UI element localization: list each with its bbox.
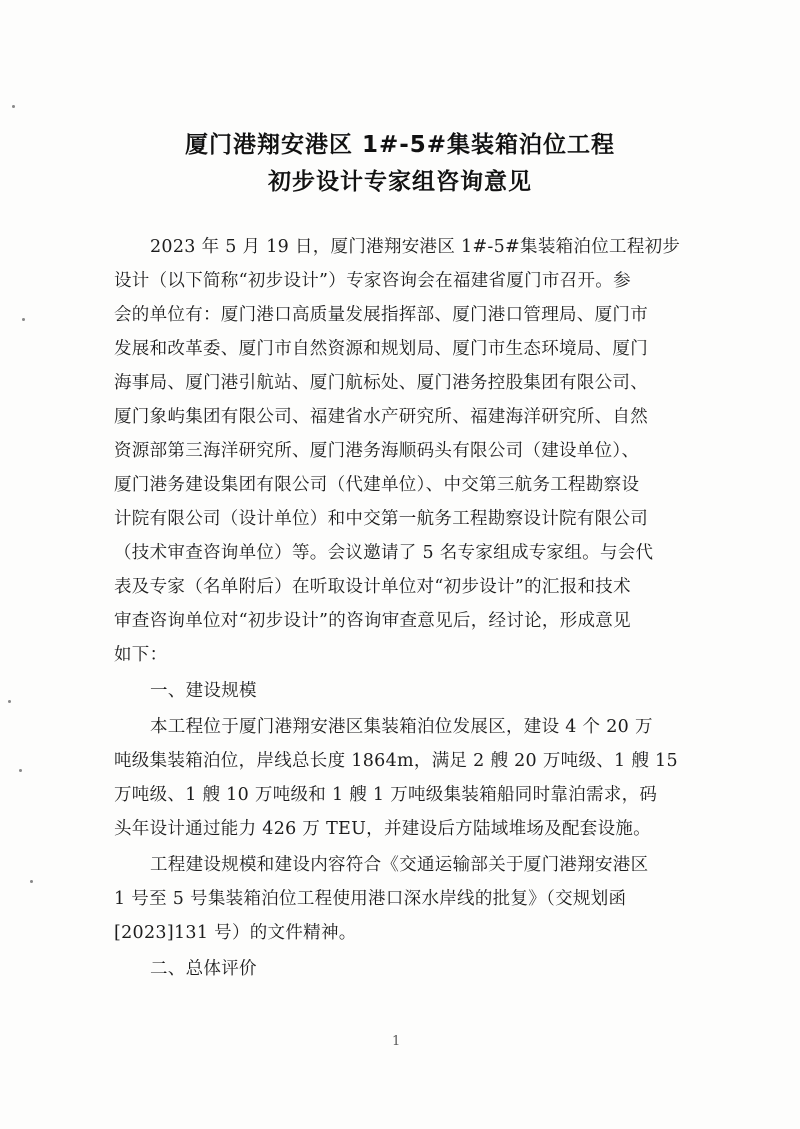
document-title-line1: 厦门港翔安港区 1#-5#集装箱泊位工程 bbox=[184, 132, 616, 158]
scan-speck bbox=[19, 769, 22, 772]
paragraph-line: 1 号至 5 号集装箱泊位工程使用港口深水岸线的批复》（交规划函 bbox=[114, 889, 627, 909]
paragraph-line: 工程建设规模和建设内容符合《交通运输部关于厦门港翔安港区 bbox=[150, 855, 649, 875]
paragraph-line: 吨级集装箱泊位，岸线总长度 1864m，满足 2 艘 20 万吨级、1 艘 15 bbox=[114, 751, 678, 771]
paragraph-line: 会的单位有：厦门港口高质量发展指挥部、厦门港口管理局、厦门市 bbox=[114, 305, 648, 325]
paragraph-line: 头年设计通过能力 426 万 TEU，并建设后方陆域堆场及配套设施。 bbox=[114, 819, 651, 839]
paragraph-line: 万吨级、1 艘 10 万吨级和 1 艘 1 万吨级集装箱船同时靠泊需求，码 bbox=[114, 785, 658, 805]
paragraph-line: 计院有限公司（设计单位）和中交第一航务工程勘察设计院有限公司 bbox=[114, 509, 648, 529]
paragraph-line: （技术审查咨询单位）等。会议邀请了 5 名专家组成专家组。与会代 bbox=[114, 543, 654, 563]
paragraph-line: 审查咨询单位对“初步设计”的咨询审查意见后，经讨论，形成意见 bbox=[114, 611, 631, 631]
scan-speck bbox=[22, 318, 25, 321]
paragraph-line: 如下： bbox=[114, 645, 168, 665]
paragraph-line: 表及专家（名单附后）在听取设计单位对“初步设计”的汇报和技术 bbox=[114, 577, 631, 597]
paragraph-line: 海事局、厦门港引航站、厦门航标处、厦门港务控股集团有限公司、 bbox=[114, 373, 648, 393]
paragraph-line: 厦门象屿集团有限公司、福建省水产研究所、福建海洋研究所、自然 bbox=[114, 407, 648, 427]
scan-speck bbox=[30, 880, 33, 883]
paragraph-line: [2023]131 号）的文件精神。 bbox=[114, 923, 357, 943]
page-number: 1 bbox=[392, 1034, 401, 1049]
paragraph-line: 发展和改革委、厦门市自然资源和规划局、厦门市生态环境局、厦门 bbox=[114, 339, 648, 359]
section-heading: 二、总体评价 bbox=[150, 959, 257, 979]
paragraph-line: 厦门港务建设集团有限公司（代建单位）、中交第三航务工程勘察设 bbox=[114, 475, 640, 495]
document-title-line2: 初步设计专家组咨询意见 bbox=[268, 169, 532, 195]
scan-speck bbox=[8, 700, 11, 703]
section-heading: 一、建设规模 bbox=[150, 681, 257, 701]
paragraph-line: 2023 年 5 月 19 日，厦门港翔安港区 1#-5#集装箱泊位工程初步 bbox=[150, 237, 681, 257]
paragraph-line: 设计（以下简称“初步设计”）专家咨询会在福建省厦门市召开。参 bbox=[114, 271, 631, 291]
paragraph-line: 本工程位于厦门港翔安港区集装箱泊位发展区，建设 4 个 20 万 bbox=[150, 717, 653, 737]
scan-speck bbox=[12, 105, 15, 108]
paragraph-line: 资源部第三海洋研究所、厦门港务海顺码头有限公司（建设单位）、 bbox=[114, 441, 640, 461]
